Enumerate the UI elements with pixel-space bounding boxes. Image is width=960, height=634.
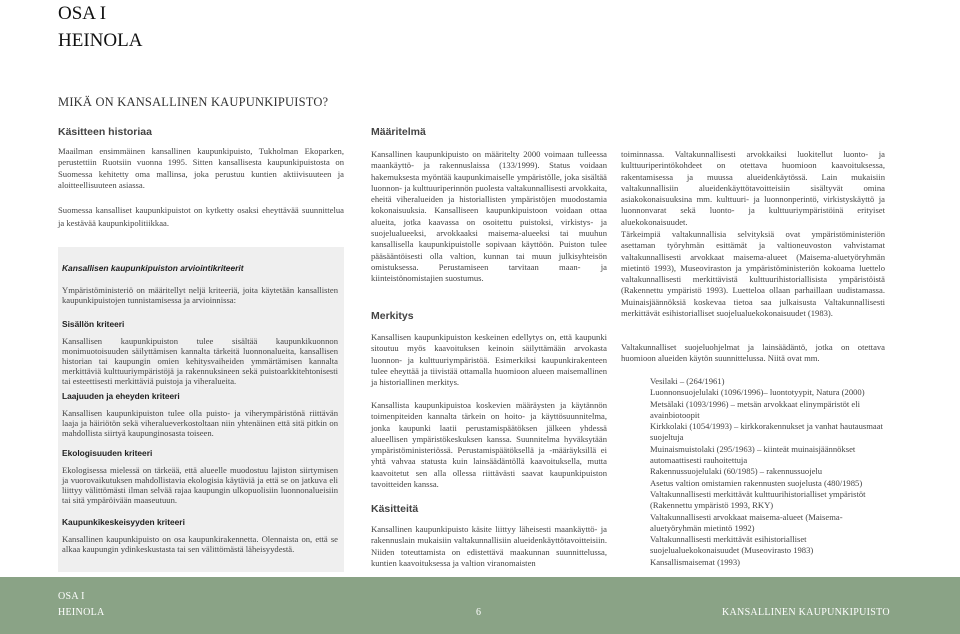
list-item: Valtakunnallisesti merkittävät kulttuurihistorialliset ympäristöt (Rakennettu ympäristö 1993, RKY) — [650, 488, 866, 511]
legislation-list — [650, 376, 890, 568]
col3-paragraph-3: Valtakunnalliset suojeluohjelmat ja lainsäädäntö, jotka on otettava huomioon alueiden käytön suunnittelussa. Niitä ovat mm. — [621, 342, 885, 364]
criteria-heading: Kaupunkikeskeisyyden kriteeri — [62, 517, 185, 527]
list-item: Vesilaki – (264/1961) — [650, 376, 725, 386]
significance-heading: Merkitys — [371, 310, 414, 322]
criteria-box — [58, 247, 344, 572]
history-paragraph-2: Suomessa kansalliset kaupunkipuistot on kytketty osaksi eheyttävää suunnittelua ja kestävää kaupunkipolitiikkaa. — [58, 205, 344, 228]
significance-paragraph-1: Kansallisen kaupunkipuiston keskeinen edellytys on, että kaupunki sitoutuu myös kaavoituksen keinoin säilyttämään arvokasta luonnon- ja kulttuuriympäristöä. Esimerkiksi kaupunkirakenteen tulee eheyttää ja tiivistää ottamalla huomioon alueen maisemallinen ja historiallinen merkitys. — [371, 332, 607, 388]
criteria-heading: Ekologisuuden kriteeri — [62, 448, 153, 458]
history-paragraph-1: Maailman ensimmäinen kansallinen kaupunkipuisto, Tukholman Ekoparken, perustettiin Ruotsiin vuonna 1995. Sitten kansallisesta kaupunkipuistosta on Suomessa kehitetty oma mallinsa, joka perustuu kuntien aktiivisuuteen ja aloitteellisuuteen asiassa. — [58, 146, 344, 190]
list-item: Valtakunnallisesti merkittävät esihistorialliset suojelualuekokonaisuudet (Museovirasto 1983) — [650, 534, 814, 556]
list-item: Metsälaki (1093/1996) – metsän arvokkaat elinympäristöt eli avainbiotoopit — [650, 398, 861, 420]
criteria-text: Ekologisessa mielessä on tärkeää, että alueelle muodostuu lajiston siirtymisen ja vuorovaikutuksen mahdollistavia ekologisia käytäviä ja että se on jatkuva eli liittyy välittömästi ilman selvää rajaa kaupungin ulkopuolisiin luonnonalueisiin tai sitä ympäröivään maaseutuun. — [62, 465, 338, 505]
history-heading: Käsitteen historiaa — [58, 126, 152, 138]
criteria-intro: Ympäristöministeriö on määritellyt neljä kriteeriä, joita käytetään kansallisten kaupunkipuistojen tunnistamisessa ja arvioinnissa: — [62, 285, 338, 305]
significance-paragraph-2: Kansallista kaupunkipuistoa koskevien määräysten ja käytännön toimenpiteiden kannalta tärkein on hoito- ja käyttösuunnitelma, jonka kaupunki laatii perustamispäätöksen jälkeen yhdessä alueellisen ympäristökeskuksen kanssa. Suunnitelma hyväksytään ympäristöministeriössä. Perustamispäätöksellä ja -määräyksillä ei yhtä vahvaa statusta kuin lainsäädäntöllä kaavoituksella, mutta kaavoitetut sen alla ollessa riittävästi saavat kaupunkipuiston tavoitteiden kanssa. — [371, 400, 607, 490]
title-part: OSA I — [58, 3, 107, 24]
list-item: Kirkkolaki (1054/1993) – kirkkorakennukset ja vanhat hautausmaat suojeltuja — [650, 421, 883, 443]
criteria-box-title: Kansallisen kaupunkipuiston arviointikriteerit — [62, 263, 244, 273]
concepts-heading: Käsitteitä — [371, 503, 419, 515]
list-item: Asetus valtion omistamien rakennusten suojelusta (480/1985) — [650, 477, 863, 488]
footer-city: HEINOLA — [58, 607, 105, 618]
criteria-text: Kansallisen kaupunkipuiston tulee sisältää kaupunkikuonnon monimuotoisuuden säilyttämisen kannalta tärkeitä luonnonalueita, kansallisen historian tai kaupungin omien kehitysvaiheiden ymmärtämisen kannalta merkittäviä kulttuuriympäristöjä ja rakennuksineen sekä puistoarkkitehtonisesti tai esteettisesti merkittäviä puistoja ja viheralueita. — [62, 336, 338, 386]
footer-part: OSA I — [58, 591, 85, 602]
document-title — [58, 0, 142, 54]
col3-paragraph-1: toiminnassa. Valtakunnallisesti arvokkaiksi luokitellut luonto- ja kulttuuriperintökohdeet on otettava huomioon kaavoituksessa, rakentamisessa ja muussa alueidenkäytössä. Lain mukaisiin valtakunnallisiin alueidenkäyttötavoitteisiin sisältyvät omina asiakokonaisuuksina mm. kulttuuri- ja luonnonperintö, virkistyskäyttö ja luonnonvarat sekä luonto- ja kulttuuriympäristöinä erityiset aluekokonaisuudet. — [621, 149, 885, 227]
definition-paragraph: Kansallinen kaupunkipuisto on määritelty 2000 voimaan tulleessa maankäyttö- ja rakennuslaissa (133/1999). Status voidaan hakemuksesta myöntää kaupunkimaiselle ympäristölle, joka sisältää luonnon- ja kulttuuriperinnön puolesta valtakunnallisesti arvokkaita, eheitä viheralueiden ja historiallisten ympäristöjen muodostamia kokonaisuuksia. Kansalliseen kaupunkipuistoon voidaan ottaa alueita, jotka kaavassa on osoitettu puistoksi, virkistys- ja suojelualueeksi, arvokkaaksi maisema-alueeksi tai muuhun kansallisella kaupunkipuistolle sopivaan käyttöön. Puiston tulee pääsääntöisesti olla valtion, kunnan tai muun julkisyhteisön omistuksessa. Perustamiseen tarvitaan maan- ja kiinteistönomistajien suostumus. — [371, 149, 607, 284]
list-item: Muinaismuistolaki (295/1963) – kiinteät muinaisjäännökset automaattisesti rauhoitettuja — [650, 443, 856, 466]
page-footer — [0, 577, 960, 634]
criteria-heading: Sisällön kriteeri — [62, 319, 125, 329]
list-item: Valtakunnallisesti arvokkaat maisema-alueet (Maisema-aluetyöryhmän mietintö 1992) — [650, 511, 843, 533]
col3-paragraph-2: Tärkeimpiä valtakunnallisia selvityksiä ovat ympäristöministeriön asettaman työryhmän esittämät ja valtioneuvoston vahvistamat valtakunnallisesti arvokkaat maisema-alueet (Maisema-aluetyöryhmän mietintö 1993), Museoviraston ja ympäristöministeriön kokoama luettelo valtakunnallisesti merkittävistä kulttuurihistoriallisista ympäristöistä (Rakennettu ympäristö 1993). Luetteloa ollaan parhaillaan uudistamassa. Muinaisjäännöksiä koskevaa tietoa saa julkaisusta Valtakunnallisesti merkittävät esihistorialliset suojelualuekokonaisuudet (1983). — [621, 229, 885, 319]
page-number: 6 — [476, 607, 482, 618]
criteria-text: Kansallinen kaupunkipuisto on osa kaupunkirakennetta. Olennaista on, että se alkaa kaupungin ydinkeskustasta tai sen välittömästä läheisyydestä. — [62, 534, 338, 554]
criteria-text: Kansallisen kaupunkipuiston tulee olla puisto- ja viherympäristönä riittävän laaja ja häiriötön sekä viheralueverkostoltaan niin yhtenäinen että sitä pitkin on mahdollista siirtyä kaupunginosasta toiseen. — [62, 408, 338, 438]
footer-section: KANSALLINEN KAUPUNKIPUISTO — [722, 607, 890, 618]
section-subtitle: MIKÄ ON KANSALLINEN KAUPUNKIPUISTO? — [58, 95, 329, 109]
list-item: Rakennussuojelulaki (60/1985) – rakennussuojelu — [650, 466, 823, 477]
definition-heading: Määritelmä — [371, 126, 426, 138]
criteria-heading: Laajuuden ja eheyden kriteeri — [62, 391, 180, 401]
list-item: Kansallismaisemat (1993) — [650, 556, 740, 567]
title-city: HEINOLA — [58, 30, 143, 51]
list-item: Luonnonsuojelulaki (1096/1996)– luontotyypit, Natura (2000) — [650, 387, 865, 398]
concepts-paragraph: Kansallinen kaupunkipuisto käsite liittyy läheisesti maankäyttö- ja rakennuslain mukaisiin valtakunnallisiin alueidenkäyttötavoitteisiin. Niiden toteuttamista on edistettävä maakunnan suunnittelussa, kuntien kaavoituksessa ja valtion viranomaisten — [371, 524, 607, 568]
